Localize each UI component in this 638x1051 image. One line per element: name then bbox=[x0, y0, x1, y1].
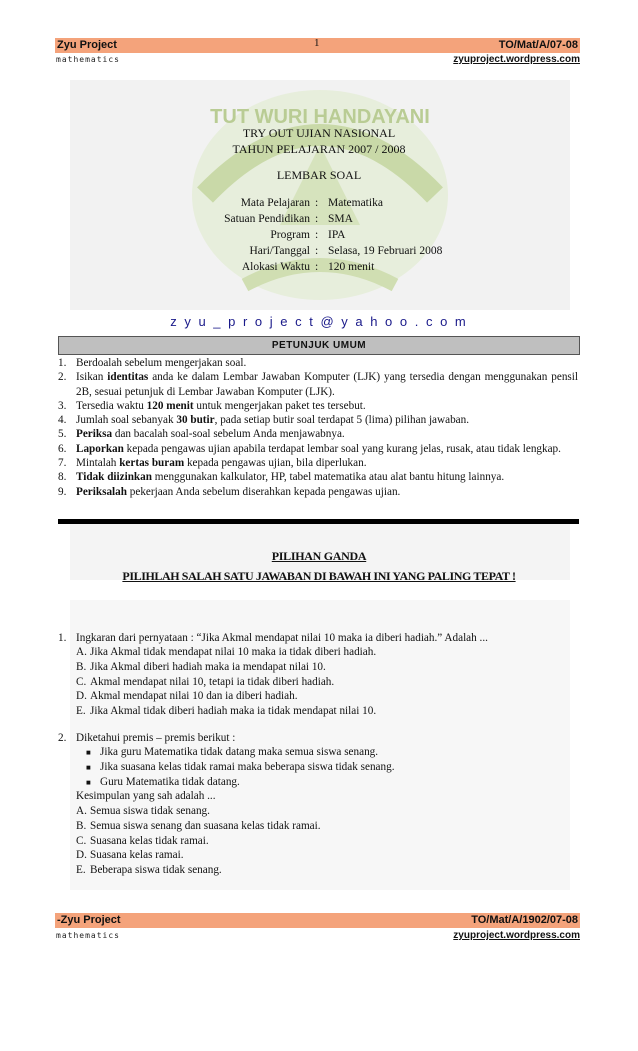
contact-email[interactable]: z y u _ p r o j e c t @ y a h o o . c o m bbox=[170, 314, 468, 329]
item-bold: Periksalah bbox=[76, 485, 127, 498]
instruction-item bbox=[58, 485, 578, 499]
option-text: Semua siswa senang dan suasana kelas tidak ramai. bbox=[90, 819, 321, 832]
instruction-item bbox=[58, 427, 578, 441]
item-bold: 120 menit bbox=[146, 399, 194, 412]
item-number: 2. bbox=[58, 371, 67, 384]
conclusion-prompt: Kesimpulan yang sah adalah ... bbox=[76, 790, 216, 803]
instructions-heading: PETUNJUK UMUM bbox=[58, 336, 580, 355]
option-letter: E. bbox=[76, 863, 86, 876]
option-text: Jika Akmal tidak diberi hadiah maka ia tidak mendapat nilai 10. bbox=[90, 705, 377, 718]
question-number: 1. bbox=[58, 632, 67, 644]
instructions-list bbox=[58, 356, 578, 499]
item-number: 4. bbox=[58, 414, 67, 427]
option-text: Semua siswa tidak senang. bbox=[90, 805, 210, 818]
header-url[interactable]: zyuproject.wordpress.com bbox=[453, 54, 580, 65]
answer-option[interactable] bbox=[76, 863, 578, 878]
options-list bbox=[58, 804, 578, 878]
item-bold: Laporkan bbox=[76, 442, 124, 455]
answer-option[interactable] bbox=[76, 689, 578, 704]
option-letter: E. bbox=[76, 705, 86, 718]
item-text: Tersedia waktu bbox=[76, 399, 147, 412]
question-text: Ingkaran dari pernyataan : “Jika Akmal mendapat nilai 10 maka ia diberi hadiah.” Adalah ... bbox=[76, 632, 488, 644]
option-text: Suasana kelas ramai. bbox=[90, 849, 184, 862]
premise-text: Jika guru Matematika tidak datang maka semua siswa senang. bbox=[100, 746, 379, 759]
question-stem bbox=[58, 631, 578, 645]
info-value: SMA bbox=[328, 213, 353, 225]
option-text: Jika Akmal diberi hadiah maka ia mendapat nilai 10. bbox=[90, 661, 326, 673]
info-label: Alokasi Waktu bbox=[241, 261, 310, 273]
item-number: 3. bbox=[58, 399, 67, 412]
item-text: Jumlah soal sebanyak bbox=[76, 414, 177, 427]
answer-option[interactable] bbox=[76, 834, 578, 849]
item-text: pekerjaan Anda sebelum diserahkan kepada pengawas ujian. bbox=[126, 485, 401, 498]
item-number: 1. bbox=[58, 357, 67, 369]
info-colon: : bbox=[315, 213, 319, 225]
info-label: Satuan Pendidikan bbox=[224, 213, 310, 225]
question-text: Diketahui premis – premis berikut : bbox=[76, 732, 236, 744]
question-2 bbox=[58, 731, 578, 878]
question-stem bbox=[58, 731, 578, 745]
item-text: kepada pengawas ujian, bila diperlukan. bbox=[184, 457, 367, 470]
item-bold: identitas bbox=[107, 371, 149, 384]
cover-title-2: TAHUN PELAJARAN 2007 / 2008 bbox=[232, 142, 406, 156]
info-label: Mata Pelajaran bbox=[240, 197, 310, 209]
header-project-title: Zyu Project bbox=[57, 39, 117, 51]
footer-project-title: -Zyu Project bbox=[57, 914, 121, 926]
item-text: kepada pengawas ujian apabila terdapat lembar soal yang kurang jelas, rusak, atau tidak lengkap. bbox=[123, 442, 561, 455]
bullet-icon: ■ bbox=[86, 763, 91, 772]
item-text: Mintalah bbox=[76, 457, 120, 470]
instruction-item bbox=[58, 456, 578, 470]
info-table bbox=[200, 195, 530, 279]
item-text: Isikan bbox=[76, 371, 108, 384]
footer-subtitle: mathematics bbox=[56, 931, 120, 940]
section-divider bbox=[58, 519, 579, 524]
option-letter: C. bbox=[76, 834, 87, 847]
item-bold: Periksa bbox=[76, 428, 113, 441]
item-bold: kertas buram bbox=[119, 457, 185, 470]
options-list bbox=[58, 645, 578, 719]
option-letter: B. bbox=[76, 819, 87, 832]
option-letter: A. bbox=[76, 805, 87, 818]
cover-title-1: TRY OUT UJIAN NASIONAL bbox=[242, 126, 396, 140]
item-text: , pada setiap butir soal terdapat 5 (lima) pilihan jawaban. bbox=[214, 414, 470, 427]
option-letter: D. bbox=[76, 690, 87, 703]
info-label: Program bbox=[270, 229, 310, 241]
instruction-item bbox=[58, 370, 578, 399]
premise-list bbox=[58, 745, 578, 789]
cover-title-3: LEMBAR SOAL bbox=[276, 168, 362, 182]
section-instruction: PILIHLAH SALAH SATU JAWABAN DI BAWAH INI YANG PALING TEPAT ! bbox=[122, 569, 516, 583]
option-text: Jika Akmal tidak mendapat nilai 10 maka ia tidak diberi hadiah. bbox=[90, 646, 377, 659]
premise-text: Guru Matematika tidak datang. bbox=[100, 775, 240, 788]
info-value: Selasa, 19 Februari 2008 bbox=[328, 245, 443, 257]
option-letter: A. bbox=[76, 646, 87, 659]
info-colon: : bbox=[315, 245, 319, 257]
header-subtitle: mathematics bbox=[56, 55, 120, 64]
bullet-icon: ■ bbox=[86, 748, 91, 758]
item-number: 7. bbox=[58, 457, 67, 470]
info-colon: : bbox=[315, 229, 319, 241]
item-bold: 30 butir bbox=[176, 414, 215, 427]
premise-item bbox=[58, 775, 578, 790]
item-text: anda ke dalam Lembar Jawaban Komputer (LJK) yang tersedia dengan menggunakan pensil 2B, sesuai petunjuk di Lembar Jawaban Komputer (LJK). bbox=[76, 371, 579, 398]
option-text: Akmal mendapat nilai 10, tetapi ia tidak diberi hadiah. bbox=[90, 675, 335, 688]
answer-option[interactable] bbox=[76, 848, 578, 863]
info-colon: : bbox=[315, 197, 319, 209]
option-letter: D. bbox=[76, 849, 87, 862]
item-text: menggunakan kalkulator, HP, tabel matematika atau alat bantu hitung lainnya. bbox=[151, 471, 505, 484]
premise-item bbox=[58, 760, 578, 775]
info-value: Matematika bbox=[328, 197, 383, 209]
answer-option[interactable] bbox=[76, 675, 578, 690]
instruction-item bbox=[58, 413, 578, 427]
item-number: 8. bbox=[58, 471, 67, 484]
option-text: Beberapa siswa tidak senang. bbox=[90, 863, 222, 876]
item-number: 9. bbox=[58, 485, 67, 498]
info-label: Hari/Tanggal bbox=[249, 245, 310, 257]
premise-item bbox=[58, 745, 578, 760]
item-bold: Tidak diizinkan bbox=[76, 471, 152, 484]
footer-url[interactable]: zyuproject.wordpress.com bbox=[453, 930, 580, 941]
option-text: Akmal mendapat nilai 10 dan ia diberi hadiah. bbox=[90, 690, 298, 703]
svg-text:TUT WURI HANDAYANI: TUT WURI HANDAYANI bbox=[210, 106, 430, 128]
info-colon: : bbox=[315, 261, 319, 273]
instruction-item bbox=[58, 356, 578, 370]
item-text: untuk mengerjakan paket tes tersebut. bbox=[193, 399, 366, 412]
bullet-icon: ■ bbox=[86, 777, 91, 787]
item-text: Berdoalah sebelum mengerjakan soal. bbox=[76, 357, 247, 369]
footer-code: TO/Mat/A/1902/07-08 bbox=[471, 914, 578, 926]
instruction-item bbox=[58, 470, 578, 484]
instruction-item bbox=[58, 399, 578, 413]
answer-option[interactable] bbox=[76, 660, 578, 675]
answer-option[interactable] bbox=[76, 819, 578, 834]
answer-option[interactable] bbox=[76, 645, 578, 660]
info-value: 120 menit bbox=[328, 261, 375, 273]
item-text: dan bacalah soal-soal sebelum Anda menjawabnya. bbox=[112, 428, 345, 441]
info-value: IPA bbox=[328, 229, 346, 241]
instruction-item bbox=[58, 442, 578, 456]
option-letter: C. bbox=[76, 675, 87, 688]
header-code: TO/Mat/A/07-08 bbox=[498, 39, 578, 51]
item-number: 6. bbox=[58, 442, 67, 455]
question-number: 2. bbox=[58, 732, 67, 744]
question-1 bbox=[58, 631, 578, 719]
answer-option[interactable] bbox=[76, 704, 578, 719]
item-number: 5. bbox=[58, 428, 67, 441]
answer-option[interactable] bbox=[76, 804, 578, 819]
option-letter: B. bbox=[76, 661, 87, 673]
option-text: Suasana kelas tidak ramai. bbox=[90, 834, 209, 847]
page-number: 1 bbox=[314, 37, 320, 49]
section-title: PILIHAN GANDA bbox=[271, 549, 367, 563]
premise-text: Jika suasana kelas tidak ramai maka beberapa siswa tidak senang. bbox=[100, 761, 395, 773]
